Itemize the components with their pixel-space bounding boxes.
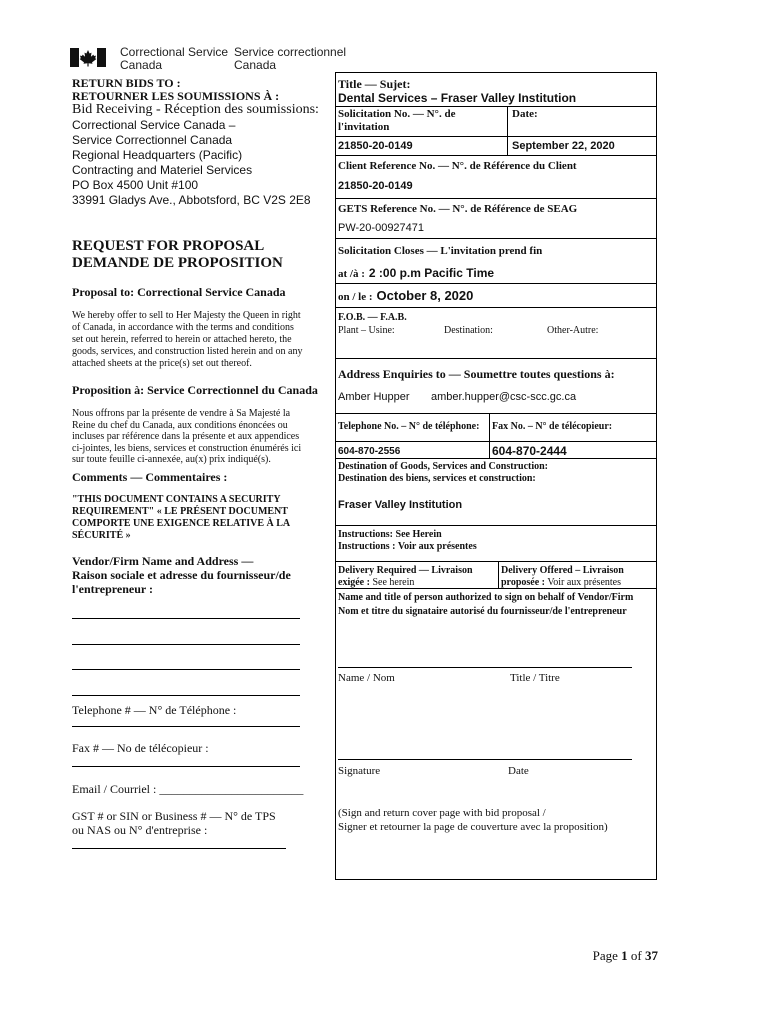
- tel-label: Telephone No. – N° de téléphone:: [338, 421, 480, 432]
- para-line: attached sheets at the price(s) set out thereof.: [72, 358, 252, 369]
- solicitation-number: 21850-20-0149: [338, 140, 413, 152]
- rfp-title: [72, 238, 283, 272]
- fax-label: Fax No. – N° de télécopieur:: [492, 421, 613, 432]
- page-of: of: [630, 948, 642, 963]
- address-line: Service Correctionnel Canada: [72, 133, 233, 147]
- comments-label: Comments — Commentaires :: [72, 470, 228, 484]
- signature-date-label: Date: [508, 765, 529, 777]
- signatory-line: Name and title of person authorized to sign on behalf of Vendor/Firm: [338, 592, 634, 603]
- date-label: Date:: [512, 108, 538, 120]
- divider: [335, 155, 657, 156]
- dept-en-line2: Canada: [120, 58, 163, 72]
- vendor-address-line-3[interactable]: [72, 669, 300, 670]
- vendor-telephone-label: Telephone # — N° de Téléphone :: [72, 703, 237, 717]
- vendor-fax-field[interactable]: [72, 766, 300, 767]
- proposal-to-en: Proposal to: Correctional Service Canada: [72, 285, 286, 299]
- instructions-line: Instructions : Voir aux présentes: [338, 541, 477, 552]
- title-label: Title — Sujet:: [338, 77, 411, 91]
- solicitation-label-line: Solicitation No. — N°. de: [338, 108, 456, 120]
- divider: [335, 458, 657, 459]
- offer-paragraph-fr: [72, 408, 301, 466]
- dept-en-line1: Correctional Service: [120, 45, 229, 59]
- para-line: set out herein, referred to herein or attached hereto, the: [72, 334, 292, 345]
- signature-label: Signature: [338, 765, 381, 777]
- contact-email[interactable]: amber.hupper@csc-scc.gc.ca: [431, 391, 577, 403]
- gst-label-line: ou NAS ou N° d'entreprise :: [72, 823, 208, 837]
- divider: [335, 441, 657, 442]
- dept-name-en: [120, 46, 228, 72]
- fob-label: F.O.B. — F.A.B.: [338, 312, 407, 323]
- vendor-label: [72, 554, 291, 596]
- title-label-2: Title / Titre: [510, 672, 560, 684]
- page-prefix: Page: [592, 948, 618, 963]
- return-bids-en: RETURN BIDS TO :: [72, 76, 181, 90]
- gets-value: PW-20-00927471: [338, 222, 425, 234]
- security-line: SÉCURITÉ »: [72, 530, 131, 541]
- on-label: on / le :: [338, 291, 373, 303]
- divider: [498, 561, 499, 588]
- instructions: [338, 529, 477, 553]
- signatory-name-title-field[interactable]: [338, 667, 632, 668]
- contact-name: Amber Hupper: [338, 391, 410, 403]
- address-line: Regional Headquarters (Pacific): [72, 148, 243, 162]
- delivery-required: [338, 565, 473, 589]
- dest-value: Fraser Valley Institution: [338, 499, 463, 511]
- enquiries-label: Address Enquiries to — Soumettre toutes questions à:: [338, 367, 615, 381]
- para-line: incluses par référence dans la présente et aux appendices: [72, 431, 300, 442]
- dept-fr-line1: Service correctionnel: [234, 45, 347, 59]
- para-line: goods, services, and construction listed herein and on any: [72, 346, 303, 357]
- client-ref-value: 21850-20-0149: [338, 180, 413, 192]
- security-line: COMPORTE UNE EXIGENCE RELATIVE À LA: [72, 518, 291, 529]
- closing-date: [338, 287, 473, 305]
- address-line: Correctional Service Canada –: [72, 118, 236, 132]
- delivery-offered-label: Delivery Offered – Livraison: [501, 565, 624, 576]
- vendor-address-line-4[interactable]: [72, 695, 300, 696]
- vendor-gst-field[interactable]: [72, 848, 286, 849]
- divider: [335, 106, 657, 107]
- vendor-label-line: Vendor/Firm Name and Address —: [72, 554, 254, 568]
- delivery-required-label: Delivery Required — Livraison: [338, 565, 473, 576]
- vendor-label-line: Raison sociale et adresse du fournisseur/de: [72, 568, 291, 582]
- offer-paragraph-en: [72, 310, 303, 370]
- para-line: sur toute feuille ci-annexée, au(x) prix indiqué(s).: [72, 454, 271, 465]
- divider: [489, 413, 490, 458]
- page-number: [593, 948, 658, 963]
- dept-name-fr: [234, 46, 346, 72]
- dept-fr-line2: Canada: [234, 58, 277, 72]
- vendor-telephone-field[interactable]: [72, 726, 300, 727]
- canada-flag-icon: [70, 48, 106, 67]
- para-line: Reine du chef du Canada, aux conditions énoncées ou: [72, 419, 288, 431]
- return-bids-fr: RETOURNER LES SOUMISSIONS À :: [72, 89, 280, 103]
- rfp-title-en: REQUEST FOR PROPOSAL: [72, 238, 265, 254]
- page-total: 37: [645, 948, 658, 963]
- divider: [335, 525, 657, 526]
- delivery-offered-value: Voir aux présentes: [547, 577, 621, 588]
- delivery-offered-prefix: proposée :: [501, 577, 545, 588]
- name-label: Name / Nom: [338, 672, 395, 684]
- plant-label: Plant – Usine:: [338, 325, 395, 336]
- delivery-required-value: See herein: [372, 577, 415, 588]
- solicitation-label-line: l'invitation: [338, 121, 390, 133]
- delivery-required-prefix: exigée :: [338, 577, 370, 588]
- address-line: 33991 Gladys Ave., Abbotsford, BC V2S 2E8: [72, 193, 311, 207]
- divider: [335, 413, 657, 414]
- rfp-title-fr: DEMANDE DE PROPOSITION: [72, 255, 283, 271]
- signature-field[interactable]: [338, 759, 632, 760]
- sign-return-line: (Sign and return cover page with bid proposal /: [338, 807, 546, 819]
- address-line: Contracting and Materiel Services: [72, 163, 253, 177]
- instructions-line: Instructions: See Herein: [338, 529, 442, 540]
- para-line: of Canada, in accordance with the terms and conditions: [72, 322, 294, 333]
- dest-goods-line: Destination of Goods, Services and Construction:: [338, 461, 549, 472]
- fax-value: 604-870-2444: [492, 444, 567, 458]
- solicitation-date: September 22, 2020: [512, 140, 615, 152]
- divider: [335, 588, 657, 589]
- other-label: Other-Autre:: [547, 325, 599, 336]
- divider: [335, 561, 657, 562]
- para-line: We hereby offer to sell to Her Majesty the Queen in right: [72, 310, 301, 321]
- vendor-address-line-1[interactable]: [72, 618, 300, 619]
- solicitation-label: [338, 108, 455, 134]
- divider: [335, 358, 657, 359]
- security-line: "THIS DOCUMENT CONTAINS A SECURITY: [72, 494, 281, 505]
- vendor-email-field[interactable]: Email / Courriel : ________________________: [72, 782, 304, 796]
- dest-goods-line: Destination des biens, services et construction:: [338, 473, 536, 484]
- divider: [335, 307, 657, 308]
- tel-value: 604-870-2556: [338, 446, 401, 457]
- title-value: Dental Services – Fraser Valley Institution: [338, 91, 577, 105]
- divider: [335, 238, 657, 239]
- closing-date-value: October 8, 2020: [376, 288, 474, 303]
- gets-label: GETS Reference No. — N°. de Référence de SEAG: [338, 203, 578, 215]
- vendor-label-line: l'entrepreneur :: [72, 582, 153, 596]
- page-current: 1: [621, 948, 628, 963]
- divider: [335, 136, 657, 137]
- closing-time: [338, 264, 494, 282]
- vendor-fax-label: Fax # — No de télécopieur :: [72, 741, 209, 755]
- proposal-to-fr: Proposition à: Service Correctionnel du Canada: [72, 383, 318, 397]
- at-label: at /à :: [338, 268, 365, 280]
- gst-label-line: GST # or SIN or Business # — N° de TPS: [72, 809, 276, 823]
- security-notice: [72, 494, 290, 542]
- vendor-address-line-2[interactable]: [72, 644, 300, 645]
- return-address: [72, 118, 311, 208]
- closes-label: Solicitation Closes — L'invitation prend fin: [338, 245, 543, 257]
- sign-return-line: Signer et retourner la page de couverture avec la proposition): [338, 821, 608, 833]
- sign-return-note: [338, 806, 608, 834]
- signatory-label: [338, 591, 633, 619]
- dest-goods-label: [338, 461, 548, 485]
- para-line: ci-jointes, les biens, services et construction énumérés ici: [72, 442, 302, 454]
- closing-time-value: 2 :00 p.m Pacific Time: [368, 266, 495, 280]
- bid-receiving: Bid Receiving - Réception des soumissions:: [72, 102, 319, 117]
- security-line: REQUIREMENT" « LE PRÉSENT DOCUMENT: [72, 506, 288, 517]
- client-ref-label: Client Reference No. — N°. de Référence du Client: [338, 160, 577, 172]
- divider: [335, 198, 657, 199]
- divider: [335, 283, 657, 284]
- destination-label: Destination:: [444, 325, 493, 336]
- delivery-offered: [501, 565, 624, 589]
- divider: [507, 106, 508, 156]
- para-line: Nous offrons par la présente de vendre à Sa Majesté la: [72, 408, 291, 419]
- vendor-gst-label: [72, 809, 276, 837]
- signatory-line: Nom et titre du signataire autorisé du fournisseur/de l'entrepreneur: [338, 606, 627, 617]
- address-line: PO Box 4500 Unit #100: [72, 178, 199, 192]
